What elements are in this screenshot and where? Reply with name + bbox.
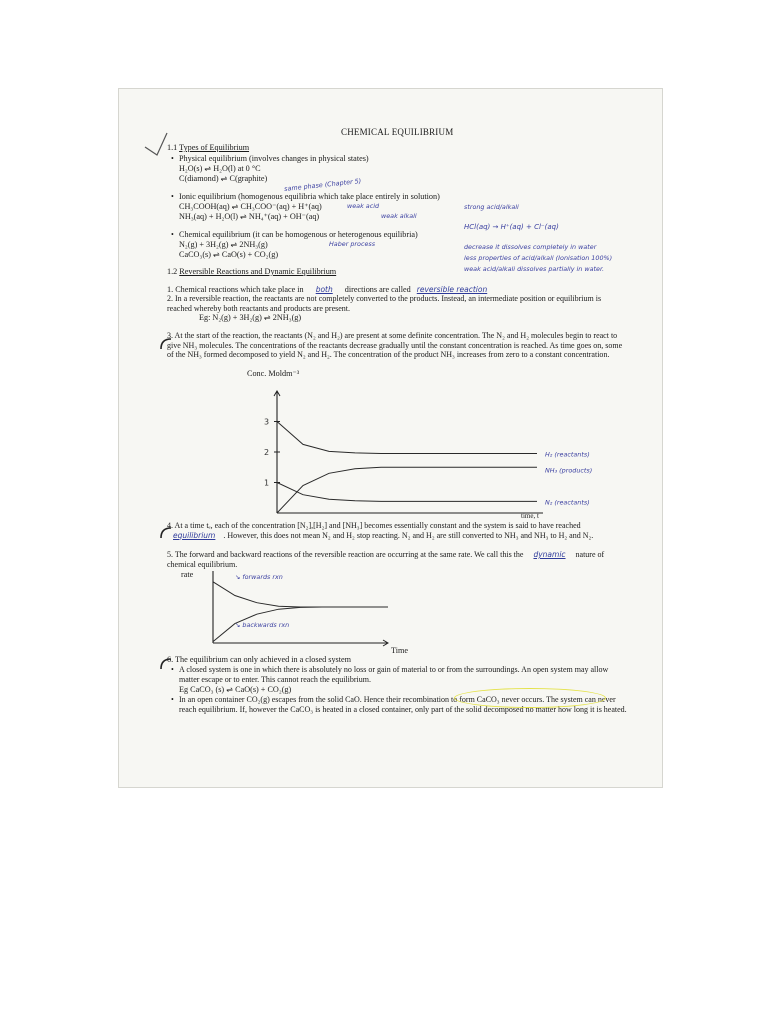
physical-eq-text: Physical equilibrium (involves changes in physical states) <box>179 154 369 163</box>
series-line-2 <box>277 483 537 502</box>
paragraph-6: 6. The equilibrium can only achieved in a closed system <box>167 655 352 664</box>
conc-chart-ylabel: Conc. Moldm⁻³ <box>247 369 300 378</box>
paragraph-5 <box>167 550 627 569</box>
open-container-text: In an open container CO₂(g) escapes from the solid CaO. Hence their recombination to form CaCO₃ never occurs. The system can never reach equilibrium. If, however the CaCO₃ is heated in a closed container, only part of the solid decomposed no matter how long it is heated. <box>179 695 627 714</box>
closed-system-example: Eg CaCO₃ (s) ⇌ CaO(s) + CO₂(g) <box>179 685 292 694</box>
handwritten-note-strong: strong acid/alkali <box>464 203 519 211</box>
bullet-icon: • <box>171 665 174 674</box>
p4-text: 4. At a time tₑ, each of the concentration [N₂],[H₂] and [NH₃] becomes essentially constant and the system is said to have reached <box>167 521 581 530</box>
bullet-icon: • <box>171 230 174 239</box>
p1-answer-both: both <box>315 285 333 294</box>
p1-answer-reversible: reversible reaction <box>416 285 488 294</box>
series-label: H₂ (reactants) <box>545 450 590 459</box>
series-label: NH₃ (products) <box>545 466 593 475</box>
p4-text-2: . However, this does not mean N₂ and H₂ stop reacting. N₂ and H₂ are still converted to NH₃ and NH₃ to H₂ and N₂. <box>223 530 594 540</box>
handwritten-note-hcl: HCl(aq) → H⁺(aq) + Cl⁻(aq) <box>464 223 559 231</box>
margin-bracket-icon <box>159 657 173 671</box>
heading-number: 1.2 <box>167 267 178 276</box>
p1-text: 1. Chemical reactions which take place in <box>167 285 304 294</box>
ionic-eq-text: Ionic equilibrium (homogenous equilibria which take place entirely in solution) <box>179 192 440 201</box>
rate-series-label: ↘ backwards rxn <box>235 621 290 629</box>
series-label: N₂ (reactants) <box>545 498 590 507</box>
ionic-eq-1: CH₃COOH(aq) ⇌ CH₃COO⁻(aq) + H⁺(aq) <box>179 202 322 211</box>
chemical-eq-2: CaCO₃(s) ⇌ CaO(s) + CO₂(g) <box>179 250 279 259</box>
rate-series-line-0 <box>213 582 388 607</box>
handwritten-note-weak-acid: weak acid <box>347 202 380 210</box>
chemical-eq-text: Chemical equilibrium (it can be homogenous or heterogenous equilibria) <box>179 230 418 239</box>
rate-series-label: ↘ forwards rxn <box>235 573 283 581</box>
bullet-icon: • <box>171 695 174 704</box>
physical-eq-2: C(diamond) ⇌ C(graphite) <box>179 174 268 183</box>
series-line-1 <box>277 467 537 513</box>
p1-text-2: directions are called <box>344 285 411 294</box>
rate-chart-xlabel: Time <box>391 646 408 655</box>
margin-bracket-icon <box>159 337 173 351</box>
bullet-icon: • <box>171 154 174 163</box>
rate-chart-ylabel: rate <box>181 570 194 579</box>
p5-text-2: nature of chemical equilibrium. <box>167 550 605 569</box>
p5-text: 5. The forward and backward reactions of the reversible reaction are occurring at the same rate. We call this the <box>167 550 524 559</box>
handwritten-note-3: less properties of acid/alkali (Ionisation 100%) <box>464 254 613 262</box>
series-line-0 <box>277 422 537 454</box>
paragraph-3: 3. At the start of the reaction, the reactants (N₂ and H₂) are present at some definite concentration. The N₂ and H₂ molecules begin to react to give NH₃ molecules. The concentrations of the reactants decrease gradually until the constant concentration is reached. As time goes on, some of the NH₃ formed decomposed to yield N₂ and H₂. The concentration of the product NH₃ increases from zero to a constant concentration. <box>167 331 623 360</box>
bullet-icon: • <box>171 192 174 201</box>
chemical-eq-1: N₂(g) + 3H₂(g) ⇌ 2NH₃(g) <box>179 240 268 249</box>
page-title: CHEMICAL EQUILIBRIUM <box>341 127 454 137</box>
heading-text: Reversible Reactions and Dynamic Equilibrium <box>179 267 337 276</box>
handwritten-note-2: decrease it dissolves completely in water <box>464 243 597 251</box>
example-equation: Eg: N₂(g) + 3H₂(g) ⇌ 2NH₃(g) <box>199 313 302 322</box>
paragraph-4 <box>167 521 627 540</box>
handwritten-note-weak-alkali: weak alkali <box>381 212 417 220</box>
section-1-2-heading <box>167 267 336 277</box>
conc-chart-xlabel: time, t <box>521 512 539 520</box>
section-1-1-heading <box>167 143 249 153</box>
rate-time-chart <box>209 569 409 649</box>
physical-eq-1: H₂O(s) ⇌ H₂O(l) at 0 °C <box>179 164 261 173</box>
p5-answer-dynamic: dynamic <box>533 550 566 559</box>
ionic-eq-2: NH₃(aq) + H₂O(l) ⇌ NH₄⁺(aq) + OH⁻(aq) <box>179 212 320 221</box>
y-tick-label: 1 <box>264 478 270 488</box>
heading-text: Types of Equilibrium <box>179 143 250 152</box>
handwritten-note-phase: same phase (Chapter 5) <box>283 176 362 194</box>
y-tick-label: 3 <box>264 417 270 427</box>
p4-answer-equilibrium: equilibrium <box>173 530 216 540</box>
handwritten-note-haber: Haber process <box>329 240 376 248</box>
worksheet-page <box>118 88 663 788</box>
paragraph-2: 2. In a reversible reaction, the reactants are not completely converted to the products. Instead, an intermediate position or equilibrium is reached whereby both reactants and products are present. <box>167 294 602 313</box>
handwritten-note-4: weak acid/alkali dissolves partially in water. <box>464 265 605 273</box>
y-tick-label: 2 <box>264 448 270 457</box>
closed-system-text: A closed system is one in which there is absolutely no loss or gain of material to or from the surroundings. An open system may allow matter escape or to enter. This cannot reach the equilibrium. <box>179 665 609 684</box>
margin-bracket-icon <box>159 526 173 540</box>
heading-number: 1.1 <box>167 143 178 152</box>
yellow-highlight <box>454 688 606 708</box>
